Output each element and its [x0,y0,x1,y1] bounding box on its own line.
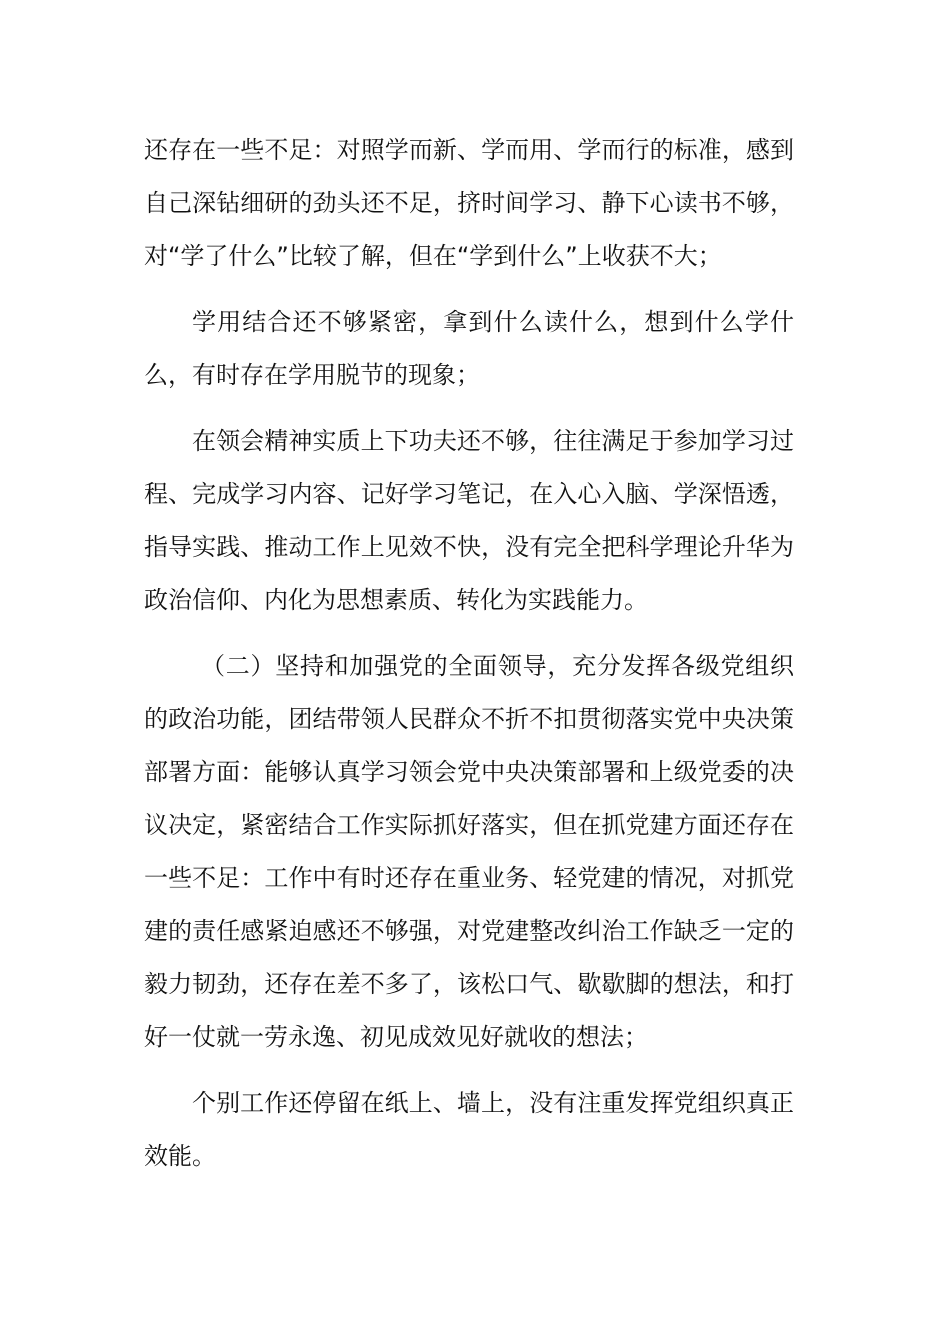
paragraph-spirit-comprehension: 在领会精神实质上下功夫还不够，往往满足于参加学习过程、完成学习内容、记好学习笔记，在入心入脑、学深悟透，指导实践、推动工作上见效不快，没有完全把科学理论升华为政治信仰、内化为思想素质、转化为实践能力。 [144,427,794,614]
paragraph-work-effectiveness: 个别工作还停留在纸上、墙上，没有注重发挥党组织真正效能。 [144,1089,794,1170]
paragraph-party-leadership: （二）坚持和加强党的全面领导，充分发挥各级党组织的政治功能，团结带领人民群众不折不扣贯彻落实党中央决策部署方面：能够认真学习领会党中央决策部署和上级党委的决议决定，紧密结合工作实际抓好落实，但在抓党建方面还存在一些不足：工作中有时还存在重业务、轻党建的情况，对抓党建的责任感紧迫感还不够强，对党建整改纠治工作缺乏一定的毅力韧劲，还存在差不多了，该松口气、歇歇脚的想法，和打好一仗就一劳永逸、初见成效见好就收的想法； [144,652,794,1051]
document-body [144,124,794,1196]
paragraph-study-shortcomings: 还存在一些不足：对照学而新、学而用、学而行的标准，感到自己深钻细研的劲头还不足，挤时间学习、静下心读书不够，对“学了什么”比较了解，但在“学到什么”上收获不大； [144,136,794,270]
paragraph-study-application: 学用结合还不够紧密，拿到什么读什么，想到什么学什么，有时存在学用脱节的现象； [144,308,794,389]
